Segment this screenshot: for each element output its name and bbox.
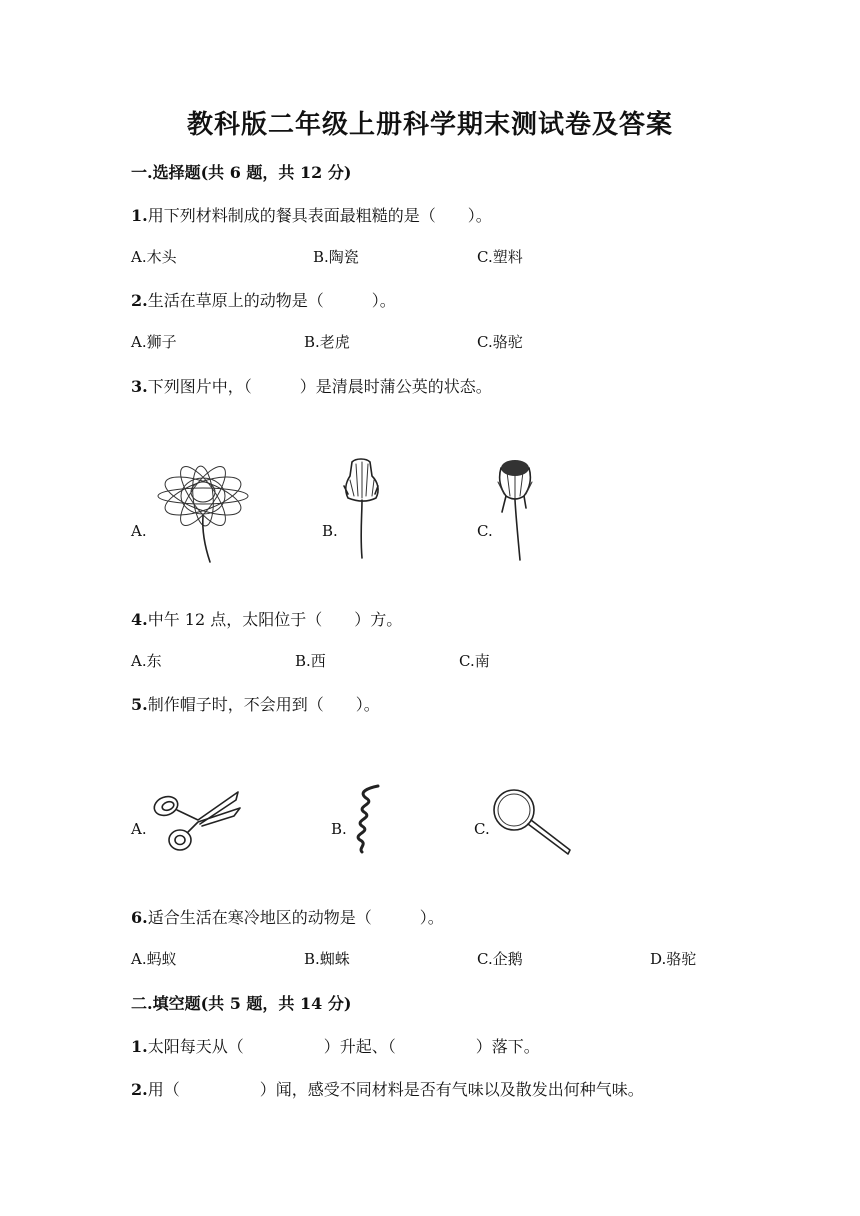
question-number: 2. (131, 1080, 148, 1099)
question-5 (131, 692, 380, 715)
question-text: 下列图片中，（ ）是清晨时蒲公英的状态。 (147, 377, 492, 396)
question-text: 生活在草原上的动物是（ ）。 (147, 291, 396, 310)
q3-option-c[interactable]: C. (477, 522, 493, 540)
q2-option-b[interactable]: B.老虎 (304, 333, 350, 351)
question-4 (131, 607, 402, 630)
question-text: 中午 12 点，太阳位于（ ）方。 (147, 610, 403, 629)
q1-option-c[interactable]: C.塑料 (477, 248, 523, 266)
section-heading-choice: 一.选择题(共 6 题，共 12 分) (131, 163, 352, 182)
scissors-icon (150, 786, 244, 856)
q1-option-b[interactable]: B.陶瓷 (313, 248, 359, 266)
fill-question-2 (131, 1077, 644, 1100)
question-number: 2. (131, 291, 148, 310)
q3-option-b[interactable]: B. (322, 522, 338, 540)
q5-option-b[interactable]: B. (331, 820, 347, 838)
question-number: 5. (131, 695, 148, 714)
question-text: 适合生活在寒冷地区的动物是（ ）。 (147, 908, 444, 927)
question-2 (131, 288, 396, 311)
question-text: 太阳每天从（ ）升起、（ ）落下。 (147, 1037, 540, 1056)
dandelion-closed-bud-icon (338, 456, 388, 560)
question-1 (131, 203, 492, 226)
dandelion-half-open-icon (492, 456, 538, 562)
spring-icon (348, 782, 384, 856)
q6-option-c[interactable]: C.企鹅 (477, 950, 523, 968)
q5-option-a[interactable]: A. (131, 820, 147, 838)
question-3 (131, 374, 492, 397)
q4-option-a[interactable]: A.东 (131, 652, 162, 670)
question-text: 用（ ）闻，感受不同材料是否有气味以及散发出何种气味。 (147, 1080, 644, 1099)
question-number: 6. (131, 908, 148, 927)
q6-option-a[interactable]: A.蚂蚁 (131, 950, 177, 968)
fill-question-1 (131, 1034, 540, 1057)
q4-option-b[interactable]: B.西 (295, 652, 326, 670)
q3-option-a[interactable]: A. (131, 522, 147, 540)
question-text: 制作帽子时，不会用到（ ）。 (147, 695, 380, 714)
q2-option-c[interactable]: C.骆驼 (477, 333, 523, 351)
question-number: 1. (131, 206, 148, 225)
q2-option-a[interactable]: A.狮子 (131, 333, 177, 351)
question-number: 1. (131, 1037, 148, 1056)
question-6 (131, 905, 444, 928)
q1-option-a[interactable]: A.木头 (131, 248, 177, 266)
question-number: 4. (131, 610, 148, 629)
question-text: 用下列材料制成的餐具表面最粗糙的是（ ）。 (147, 206, 492, 225)
q5-option-c[interactable]: C. (474, 820, 490, 838)
page-title: 教科版二年级上册科学期末测试卷及答案 (186, 110, 673, 140)
dandelion-open-flower-icon (148, 458, 258, 566)
section-heading-fill-in: 二.填空题(共 5 题，共 14 分) (131, 994, 352, 1013)
q6-option-b[interactable]: B.蜘蛛 (304, 950, 350, 968)
q6-option-d[interactable]: D.骆驼 (650, 950, 697, 968)
q4-option-c[interactable]: C.南 (459, 652, 490, 670)
magnifying-glass-icon (490, 786, 574, 858)
question-number: 3. (131, 377, 148, 396)
